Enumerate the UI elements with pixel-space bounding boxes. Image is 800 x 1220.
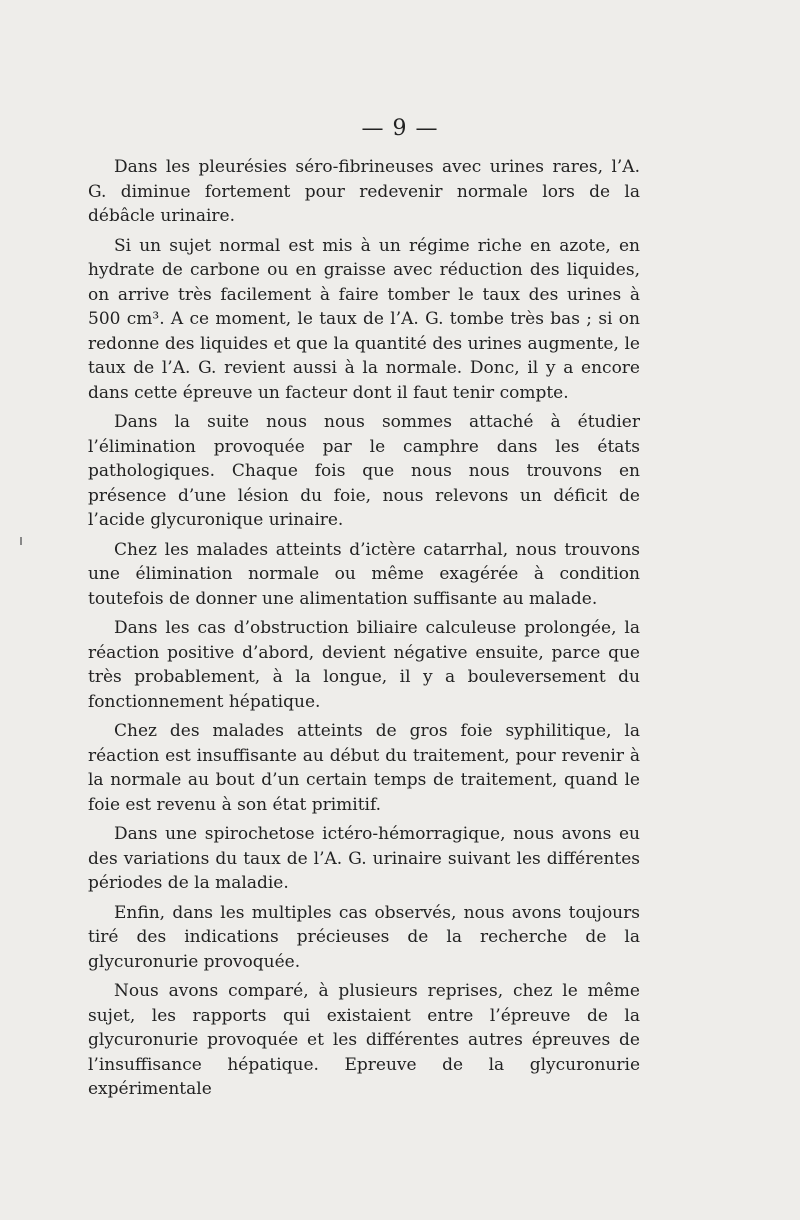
margin-mark	[20, 537, 22, 545]
paragraph-comparaison: Nous avons comparé, à plusieurs reprises, chez le même sujet, les rapports qui existaient entre l’épreuve de la glycuronurie provoquée et les différentes autres épreuves de l’insuffisance hépatique. Epreuve de la glycuronurie expérimentale	[88, 981, 640, 1099]
body-text	[88, 155, 640, 1107]
paragraph-spirochetose: Dans une spirochetose ictéro-hémorragique, nous avons eu des variations du taux de l’A. G. urinaire suivant les différentes périodes de la maladie.	[88, 824, 640, 893]
paragraph-enfin: Enfin, dans les multiples cas observés, nous avons toujours tiré des indications précieuses de la recherche de la glycuronurie provoquée.	[88, 902, 640, 972]
paragraph-syphilitique: Chez des malades atteints de gros foie syphilitique, la réaction est insuffisante au début du traitement, pour revenir à la normale au bout d’un certain temps de traitement, quand le foie est revenu à son état primitif.	[88, 721, 640, 815]
paragraph-camphre: Dans la suite nous nous sommes attaché à étudier l’élimination provoquée par le camphre dans les états pathologiques. Chaque fois que nous nous trouvons en présence d’une lésion du foie, nous relevons un déficit de l’acide glycuronique urinaire.	[88, 412, 640, 530]
paragraph-pleuresies: Dans les pleurésies séro-fibrineuses avec urines rares, l’A. G. diminue fortement pour redevenir normale lors de la débâcle urinaire.	[88, 157, 640, 226]
paragraph-regime: Si un sujet normal est mis à un régime riche en azote, en hydrate de carbone ou en graisse avec réduction des liquides, on arrive très facilement à faire tomber le taux des urines à 500 cm³. A ce moment, le taux de l’A. G. tombe très bas ; si on redonne des liquides et que la quantité des urines augmente, le taux de l’A. G. revient aussi à la normale. Donc, il y a encore dans cette épreuve un facteur dont il faut tenir compte.	[88, 235, 640, 403]
page-number: — 9 —	[361, 116, 439, 141]
paragraph-obstruction: Dans les cas d’obstruction biliaire calculeuse prolongée, la réaction positive d’abord, devient négative ensuite, parce que très probablement, à la longue, il y a bouleversement du fonctionnement hépatique.	[88, 618, 640, 712]
paragraph-ictere: Chez les malades atteints d’ictère catarrhal, nous trouvons une élimination normale ou même exagérée à condition toutefois de donner une alimentation suffisante au malade.	[88, 539, 640, 609]
